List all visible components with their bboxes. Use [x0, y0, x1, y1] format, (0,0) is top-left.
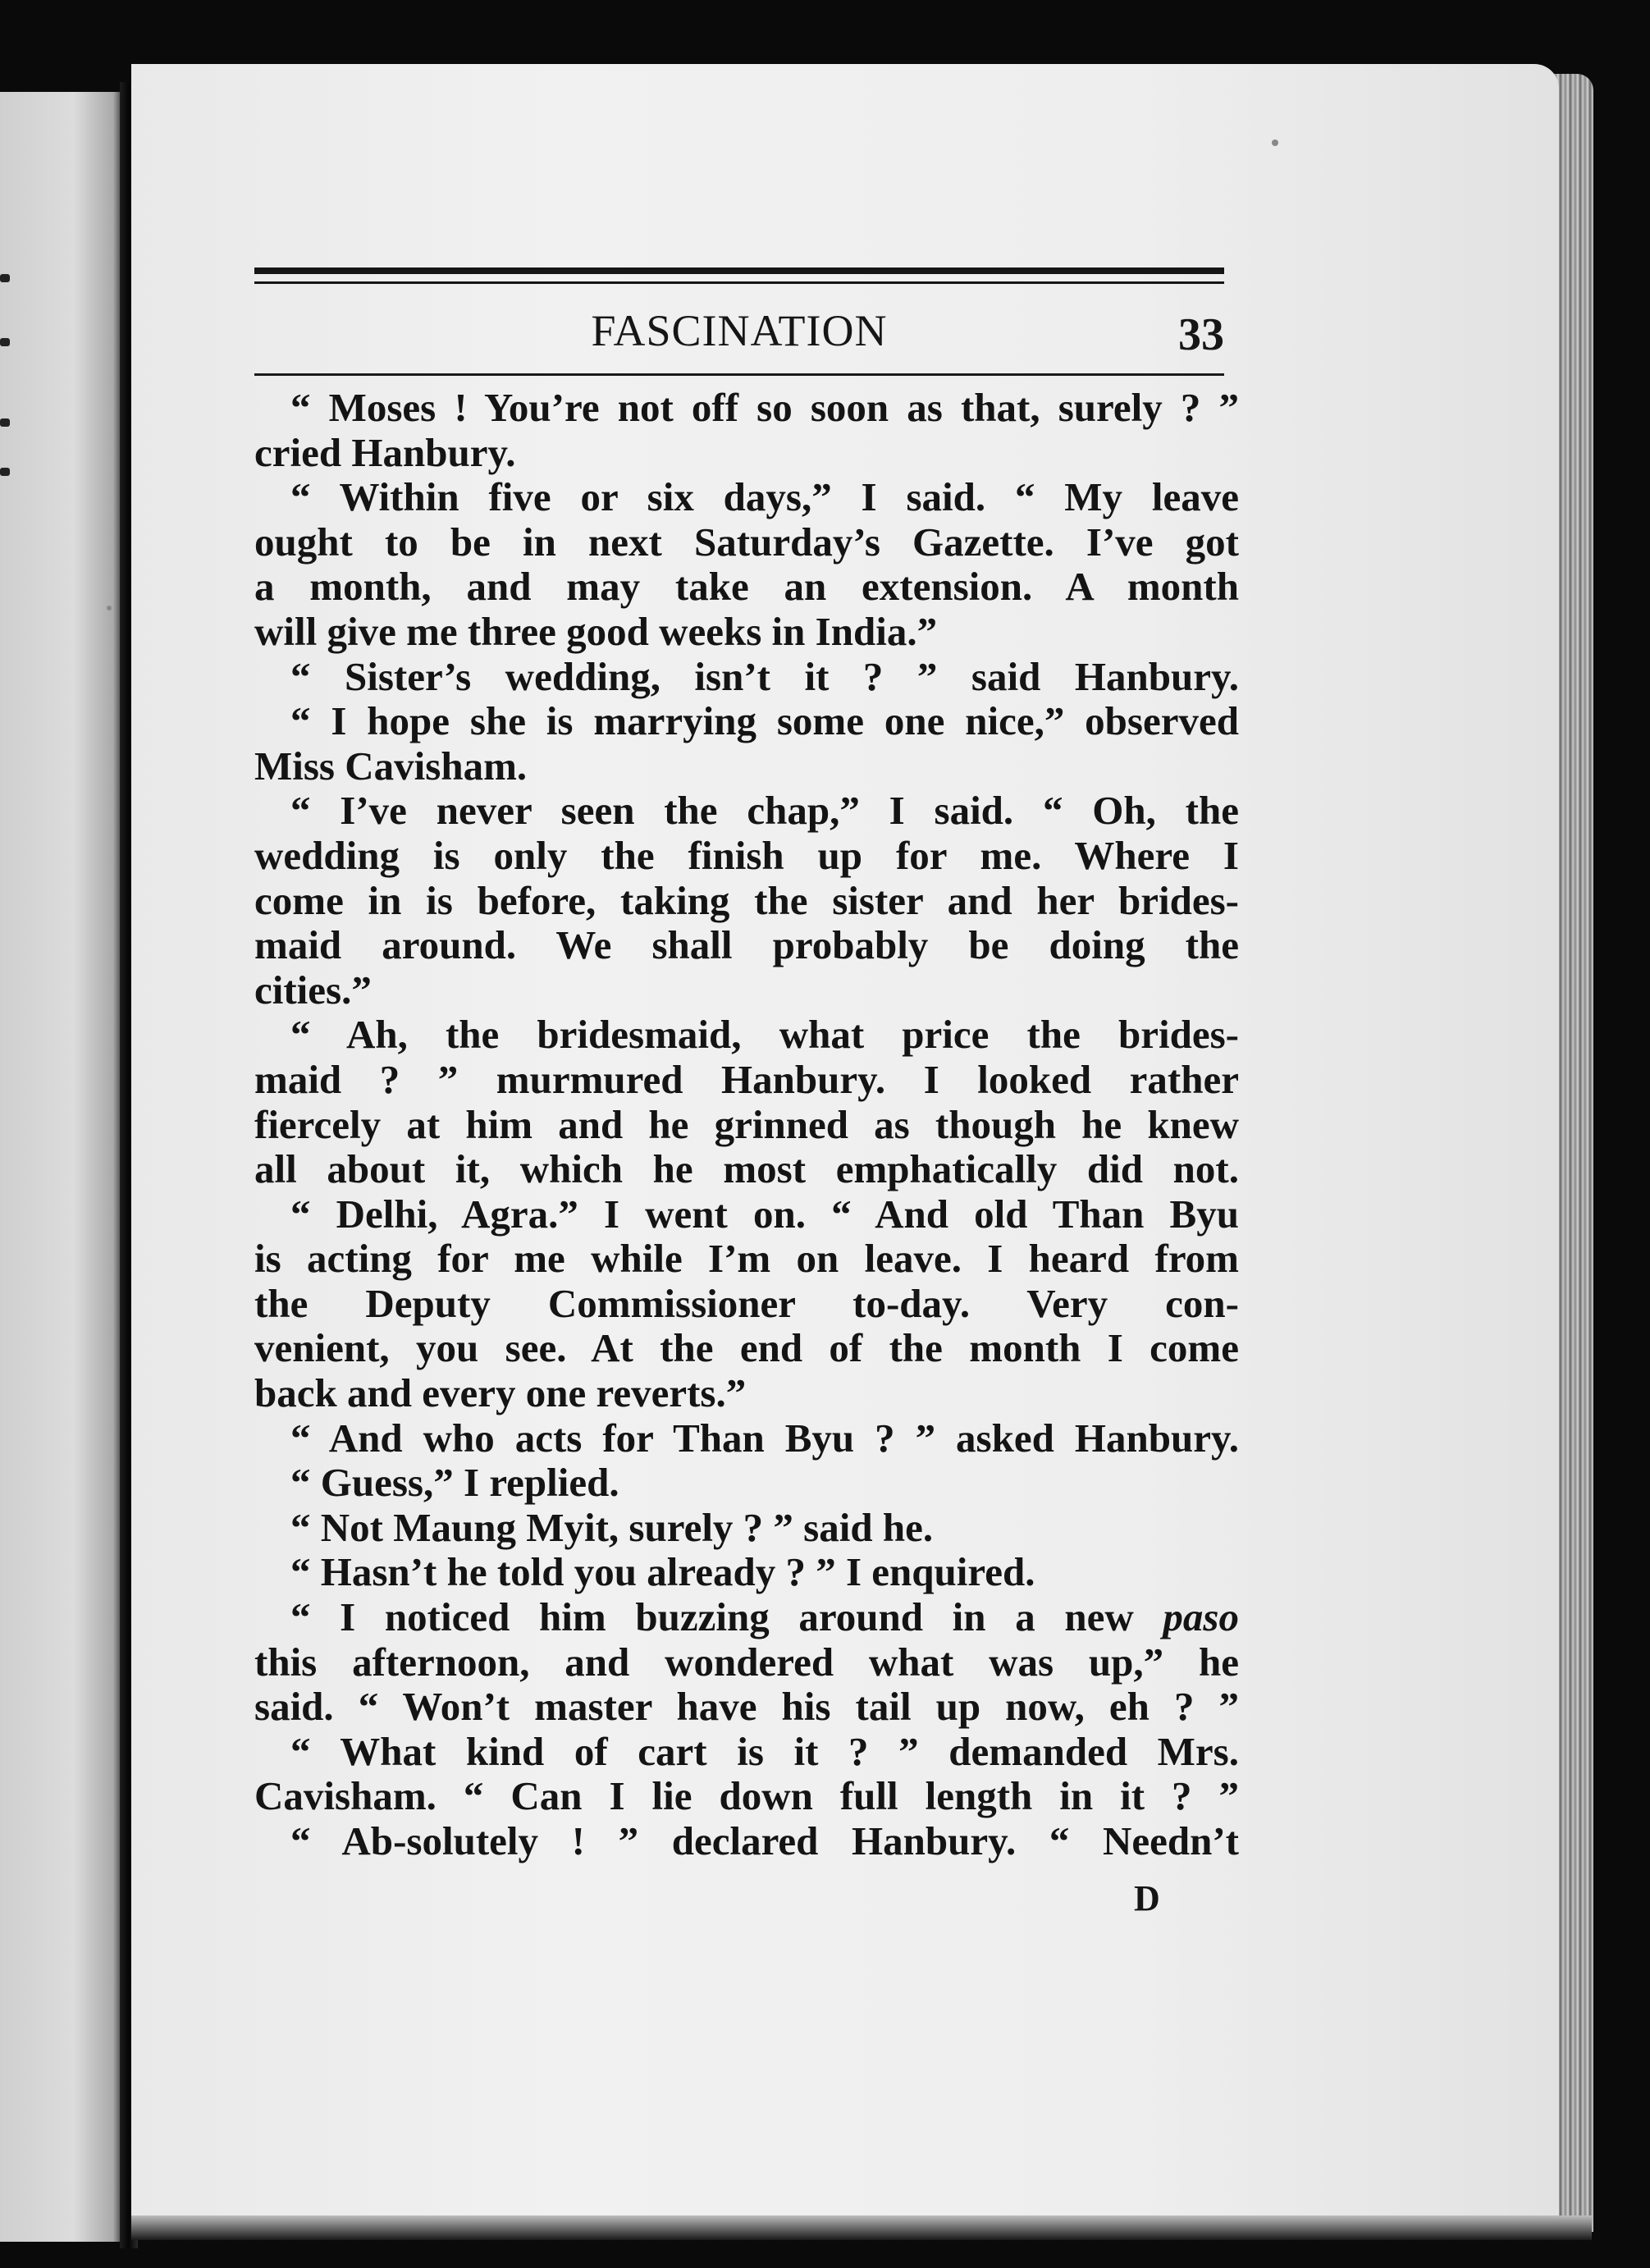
text-line: “ Not Maung Myit, surely ? ” said he. — [290, 1504, 934, 1550]
italic-word: paso — [1163, 1594, 1239, 1640]
facing-page-mark — [0, 274, 10, 282]
running-title: FASCINATION — [591, 306, 888, 355]
text-line: cried Hanbury. — [254, 429, 516, 475]
page-number: 33 — [1178, 309, 1224, 360]
text-line: maid ? ” murmured Hanbury. I looked rather — [254, 1056, 1239, 1102]
text-line: venient, you see. At the end of the month I come — [254, 1325, 1239, 1371]
text-line: cities.” — [254, 967, 372, 1013]
text-line: wedding is only the finish up for me. Where I — [254, 832, 1239, 878]
text-line: all about it, which he most emphatically did not. — [254, 1146, 1239, 1192]
paper-speck — [1272, 139, 1278, 146]
text-line: a month, and may take an extension. A month — [254, 564, 1239, 610]
text-line: ought to be in next Saturday’s Gazette. I’ve got — [254, 519, 1239, 565]
facing-page-mark — [0, 418, 10, 427]
facing-page-mark — [0, 468, 10, 476]
body-text — [254, 386, 1239, 1864]
running-head — [254, 305, 1224, 363]
text-line: Miss Cavisham. — [254, 743, 528, 789]
text-line-with-italic — [254, 1595, 1239, 1640]
signature-mark: D — [1134, 1878, 1160, 1918]
text-line: the Deputy Commissioner to-day. Very con- — [254, 1280, 1239, 1326]
text-line: “ Ah, the bridesmaid, what price the brides- — [290, 1012, 1239, 1058]
text-line: “ What kind of cart is it ? ” demanded Mrs. — [290, 1728, 1239, 1774]
text-line: “ Hasn’t he told you already ? ” I enquired. — [290, 1549, 1035, 1595]
header-rule-thick — [254, 267, 1224, 274]
paper-speck — [107, 606, 112, 610]
text-line: said. “ Won’t master have his tail up now, eh ? ” — [254, 1684, 1239, 1730]
text-line: “ Moses ! You’re not off so soon as that, surely ? ” — [290, 385, 1239, 430]
running-head-rule — [254, 373, 1224, 376]
text-line: this afternoon, and wondered what was up,” he — [254, 1639, 1239, 1685]
text-line: is acting for me while I’m on leave. I heard from — [254, 1236, 1239, 1282]
text-line: “ Delhi, Agra.” I went on. “ And old Than Byu — [290, 1191, 1239, 1237]
text-line: maid around. We shall probably be doing the — [254, 922, 1239, 968]
facing-page-edge — [0, 92, 123, 2242]
page-bottom-edge — [131, 2215, 1592, 2240]
header-rule-thin — [254, 281, 1224, 284]
text-line: come in is before, taking the sister and her brides- — [254, 877, 1239, 923]
text-line: “ I hope she is marrying some one nice,” observed — [290, 698, 1239, 744]
text-line: “ Within five or six days,” I said. “ My leave — [290, 474, 1239, 520]
text-line: will give me three good weeks in India.” — [254, 608, 938, 654]
text-fragment: “ I noticed him buzzing around in a new — [290, 1594, 1163, 1640]
text-line: “ Sister’s wedding, isn’t it ? ” said Hanbury. — [290, 653, 1239, 699]
text-line: “ Guess,” I replied. — [290, 1460, 619, 1506]
text-line: fiercely at him and he grinned as though he knew — [254, 1101, 1239, 1147]
header-rules — [254, 267, 1224, 284]
text-line: Cavisham. “ Can I lie down full length in it ? ” — [254, 1773, 1239, 1819]
facing-page-mark — [0, 338, 10, 346]
text-line: “ I’ve never seen the chap,” I said. “ Oh, the — [290, 788, 1239, 834]
text-line: “ Ab-solutely ! ” declared Hanbury. “ Needn’t — [290, 1818, 1239, 1863]
text-line: back and every one reverts.” — [254, 1370, 747, 1416]
text-line: “ And who acts for Than Byu ? ” asked Hanbury. — [290, 1415, 1239, 1461]
